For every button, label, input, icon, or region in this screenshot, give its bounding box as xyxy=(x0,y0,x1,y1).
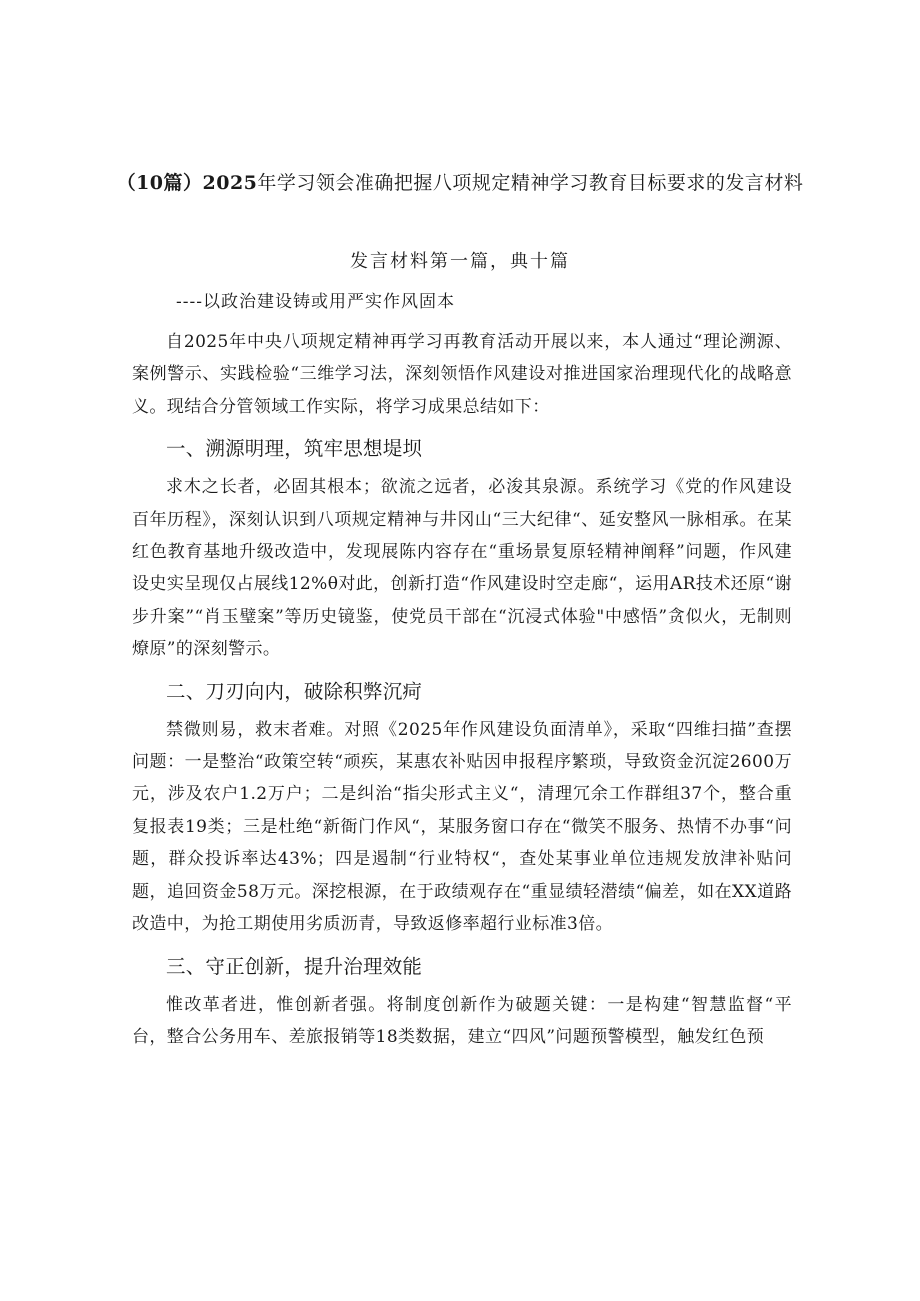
section-1-heading: 一、溯源明理，筑牢思想堤坝 xyxy=(166,437,423,461)
section-2-heading: 二、刀刃向内，破除积弊沉疴 xyxy=(166,679,423,703)
document-tagline: ----以政治建设铸或用严实作风固本 xyxy=(176,292,455,312)
section-3-paragraph: 惟改革者进，惟创新者强。将制度创新作为破题关键：一是构建“智慧监督“平台，整合公务用车、差旅报销等18类数据，建立“四风”问题预警模型，触发红色预 xyxy=(132,994,792,1047)
document-title-rest: 年学习领会准确把握八项规定精神学习教育目标要求的发言材料 xyxy=(257,172,804,194)
document-title-prefix: （10篇）2025 xyxy=(116,172,258,194)
intro-paragraph: 自2025年中央八项规定精神再学习再教育活动开展以来，本人通过“理论溯源、案例警示、实践检验“三维学习法，深刻领悟作风建设对推进国家治理现代化的战略意义。现结合分管领域工作实际，将学习成果总结如下： xyxy=(132,332,792,417)
document-subtitle: 发言材料第一篇，典十篇 xyxy=(350,251,570,272)
section-1-paragraph: 求木之长者，必固其根本；欲流之远者，必浚其泉源。系统学习《党的作风建设百年历程》，深刻认识到八项规定精神与井冈山“三大纪律“、延安整风一脉相承。在某红色教育基地升级改造中，发现展陈内容存在“重场景复原轻精神阐释”问题，作风建设史实呈现仅占展线12%θ对此，创新打造“作风建设时空走廊“，运用AR技术还原“谢步升案”“肖玉璧案”等历史镜鉴，使党员干部在“沉浸式体验"中感悟”贪似火，无制则燎原”的深刻警示。 xyxy=(132,477,792,660)
document-body xyxy=(132,326,792,1053)
document-title xyxy=(100,168,820,195)
section-3-heading: 三、守正创新，提升治理效能 xyxy=(166,954,423,978)
section-2-paragraph: 禁微则易，救末者难。对照《2025年作风建设负面清单》，采取“四维扫描”查摆问题：一是整治“政策空转“顽疾，某惠农补贴因申报程序繁琐，导致资金沉淀2600万元，涉及农户1.2万户；二是纠治“指尖形式主义“，清理冗余工作群组37个，整合重复报表19类；三是杜绝“新衙门作风“，某服务窗口存在“微笑不服务、热情不办事“问题，群众投诉率达43%；四是遏制“行业特权“，查处某事业单位违规发放津补贴问题，追回资金58万元。深挖根源，在于政绩观存在“重显绩轻潜绩“偏差，如在XX道路改造中，为抢工期使用劣质沥青，导致返修率超行业标准3倍。 xyxy=(132,719,792,935)
